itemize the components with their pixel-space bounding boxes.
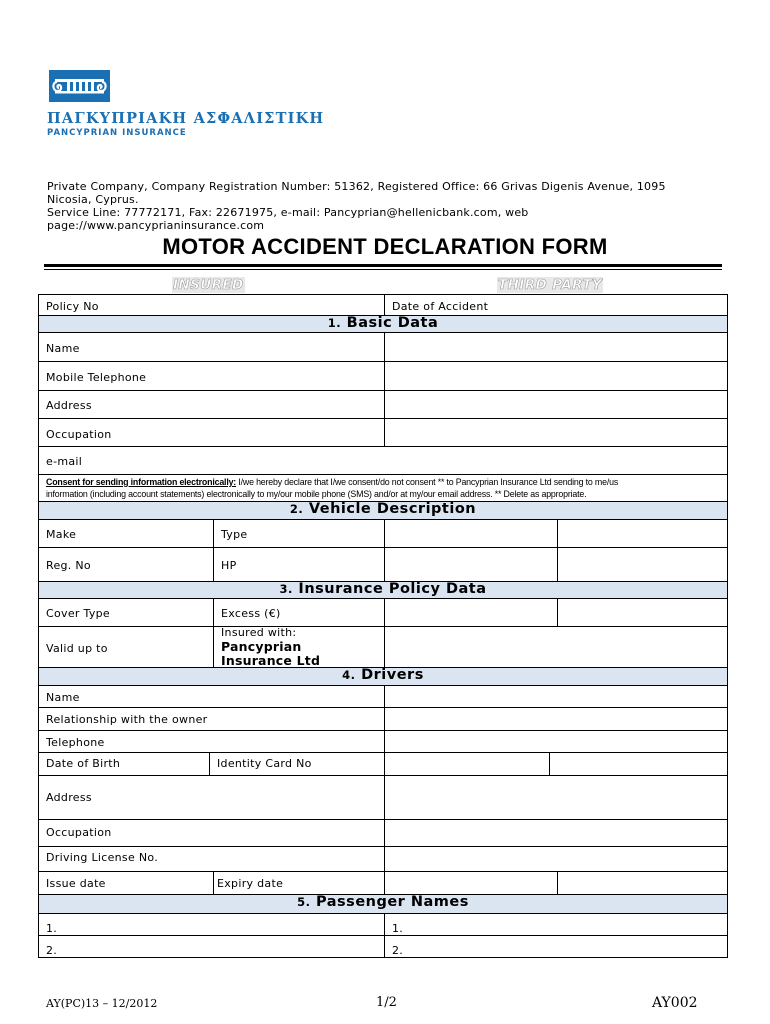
- valid-up-to-label: Valid up to: [46, 642, 108, 655]
- section-number: 2.: [289, 502, 304, 516]
- column-divider: [384, 294, 385, 315]
- policy-no-label: Policy No: [46, 300, 99, 313]
- relationship-label: Relationship with the owner: [46, 713, 208, 726]
- column-divider: [384, 685, 385, 894]
- section-4-heading: [38, 667, 728, 683]
- row-divider: [38, 598, 728, 599]
- third-party-column-label: THIRD PARTY: [498, 277, 603, 293]
- expiry-date-label: Expiry date: [217, 877, 284, 890]
- section-3-heading: [38, 581, 728, 597]
- column-divider: [213, 598, 214, 667]
- row-divider: [38, 418, 728, 419]
- column-divider: [209, 752, 210, 775]
- column-divider: [727, 294, 728, 958]
- identity-card-label: Identity Card No: [217, 757, 312, 770]
- row-divider: [38, 547, 728, 548]
- section-title: Basic Data: [346, 315, 439, 331]
- cover-type-label: Cover Type: [46, 607, 110, 620]
- logo-english-name: PANCYPRIAN INSURANCE: [47, 128, 187, 138]
- address-label: Address: [46, 399, 92, 412]
- row-divider: [38, 685, 728, 686]
- insured-passenger-1-label: 1.: [46, 922, 58, 935]
- section-1-heading: [38, 315, 728, 331]
- section-title: Passenger Names: [316, 894, 469, 910]
- logo-greek-name: ΠΑΓΚΥΠΡΙΑΚΗ ΑΣΦΑΛΙΣΤΙΚΗ: [47, 110, 325, 127]
- row-divider: [38, 957, 728, 958]
- insured-name-label: Name: [46, 342, 80, 355]
- title-rule-thick: [44, 264, 722, 267]
- consent-text: information (including account statements) electronically to my/our mobile phone (SMS) and/or at my/our email address. ** Delete as appropriate.: [46, 489, 587, 500]
- row-divider: [38, 819, 728, 820]
- section-title: Vehicle Description: [308, 501, 477, 517]
- driver-occupation-label: Occupation: [46, 826, 112, 839]
- row-divider: [38, 446, 728, 447]
- column-divider: [557, 871, 558, 894]
- third-party-passenger-2-label: 2.: [392, 944, 404, 957]
- consent-heading: Consent for sending information electronically:: [46, 477, 237, 488]
- row-divider: [38, 294, 728, 295]
- row-divider: [38, 361, 728, 362]
- section-title: Insurance Policy Data: [298, 581, 487, 597]
- row-divider: [38, 519, 728, 520]
- insured-with-label: Insured with:: [221, 626, 297, 639]
- section-5-heading: [38, 894, 728, 910]
- company-info-line: Private Company, Company Registration Number: 51362, Registered Office: 66 Grivas Digenis Avenue, 1095: [47, 180, 666, 193]
- document-code: AY002: [652, 995, 698, 1011]
- column-divider: [384, 519, 385, 581]
- column-divider: [549, 752, 550, 775]
- row-divider: [38, 626, 728, 627]
- company-info-line: Service Line: 77772171, Fax: 22671975, e-mail: Pancyprian@hellenicbank.com, web: [47, 206, 529, 219]
- section-number: 3.: [279, 582, 293, 596]
- section-number: 5.: [297, 895, 311, 909]
- row-divider: [38, 935, 728, 936]
- company-info-line: page://www.pancyprianinsurance.com: [47, 219, 265, 232]
- insurer-name: [221, 640, 320, 668]
- page-number: 1/2: [376, 995, 397, 1010]
- electronic-consent-statement: [46, 477, 724, 501]
- row-divider: [38, 775, 728, 776]
- form-title: MOTOR ACCIDENT DECLARATION FORM: [162, 234, 608, 259]
- hp-label: HP: [221, 559, 237, 572]
- row-divider: [38, 846, 728, 847]
- section-number: 4.: [342, 668, 356, 682]
- section-2-heading: [38, 501, 728, 517]
- occupation-label: Occupation: [46, 428, 112, 441]
- insurer-name-line: Insurance Ltd: [221, 653, 321, 668]
- date-of-birth-label: Date of Birth: [46, 757, 121, 770]
- insured-column-label: INSURED: [173, 277, 244, 293]
- type-label: Type: [221, 528, 248, 541]
- column-divider: [557, 598, 558, 626]
- email-label: e-mail: [46, 455, 83, 468]
- consent-text: I/we hereby declare that I/we consent/do not consent ** to Pancyprian Insurance Ltd sending to me/us: [236, 477, 619, 488]
- declaration-form-table: [38, 294, 728, 958]
- row-divider: [38, 390, 728, 391]
- date-of-accident-label: Date of Accident: [392, 300, 489, 313]
- company-logo: [49, 70, 110, 102]
- company-info-line: Nicosia, Cyprus.: [47, 193, 139, 206]
- column-divider: [38, 294, 39, 958]
- row-divider: [38, 332, 728, 333]
- reg-no-label: Reg. No: [46, 559, 91, 572]
- driver-telephone-label: Telephone: [46, 736, 105, 749]
- column-divider: [557, 519, 558, 581]
- mobile-telephone-label: Mobile Telephone: [46, 371, 147, 384]
- column-divider: [213, 871, 214, 894]
- third-party-passenger-1-label: 1.: [392, 922, 404, 935]
- row-divider: [38, 474, 728, 475]
- insured-passenger-2-label: 2.: [46, 944, 58, 957]
- title-rule-thin: [44, 269, 722, 270]
- form-code: AY(PC)13 – 12/2012: [46, 997, 158, 1010]
- excess-label: Excess (€): [221, 607, 281, 620]
- column-divider: [384, 598, 385, 667]
- driving-license-label: Driving License No.: [46, 851, 158, 864]
- row-divider: [38, 871, 728, 872]
- row-divider: [38, 730, 728, 731]
- company-info: [47, 180, 727, 232]
- section-number: 1.: [327, 316, 342, 330]
- insurer-name-line: Pancyprian: [221, 639, 302, 654]
- driver-name-label: Name: [46, 691, 80, 704]
- column-divider: [384, 332, 385, 446]
- row-divider: [38, 913, 728, 914]
- make-label: Make: [46, 528, 77, 541]
- ionic-column-capital-logo-icon: [49, 70, 110, 102]
- issue-date-label: Issue date: [46, 877, 106, 890]
- driver-address-label: Address: [46, 791, 92, 804]
- column-divider: [213, 519, 214, 581]
- row-divider: [38, 752, 728, 753]
- column-divider: [384, 913, 385, 957]
- row-divider: [38, 707, 728, 708]
- section-title: Drivers: [361, 667, 424, 683]
